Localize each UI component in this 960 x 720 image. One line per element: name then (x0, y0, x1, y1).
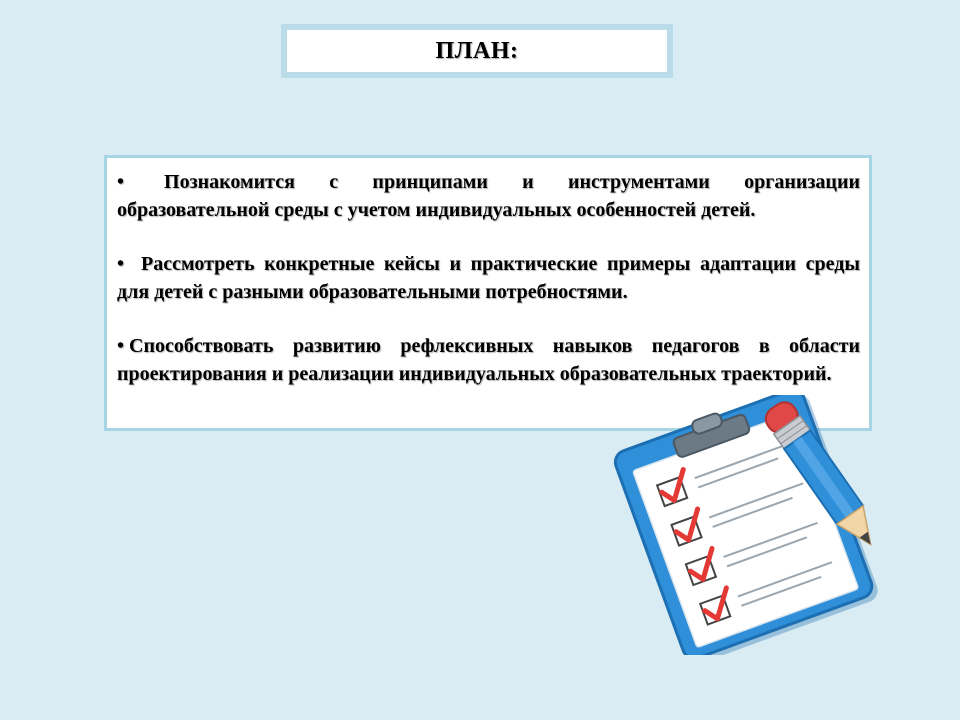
plan-item-1 (117, 168, 860, 224)
bullet-icon: • (117, 171, 125, 193)
plan-content-box (104, 155, 872, 431)
plan-item-1-text: Познакомится с принципами и инструментами организации образовательной среды с учетом индивидуальных особенностей детей. (117, 171, 860, 221)
title-box (281, 24, 673, 78)
plan-item-2 (117, 250, 860, 306)
plan-item-3-text: Способствовать развитию рефлексивных навыков педагогов в области проектирования и реализации индивидуальных образовательных траекторий. (117, 335, 860, 385)
slide-title: ПЛАН: (435, 37, 519, 64)
plan-item-2-text: Рассмотреть конкретные кейсы и практические примеры адаптации среды для детей с разными образовательными потребностями. (117, 253, 860, 303)
bullet-icon: • (117, 253, 125, 275)
clipboard-checklist-icon (600, 395, 920, 655)
plan-item-3 (117, 332, 860, 388)
bullet-icon: • (117, 335, 125, 357)
